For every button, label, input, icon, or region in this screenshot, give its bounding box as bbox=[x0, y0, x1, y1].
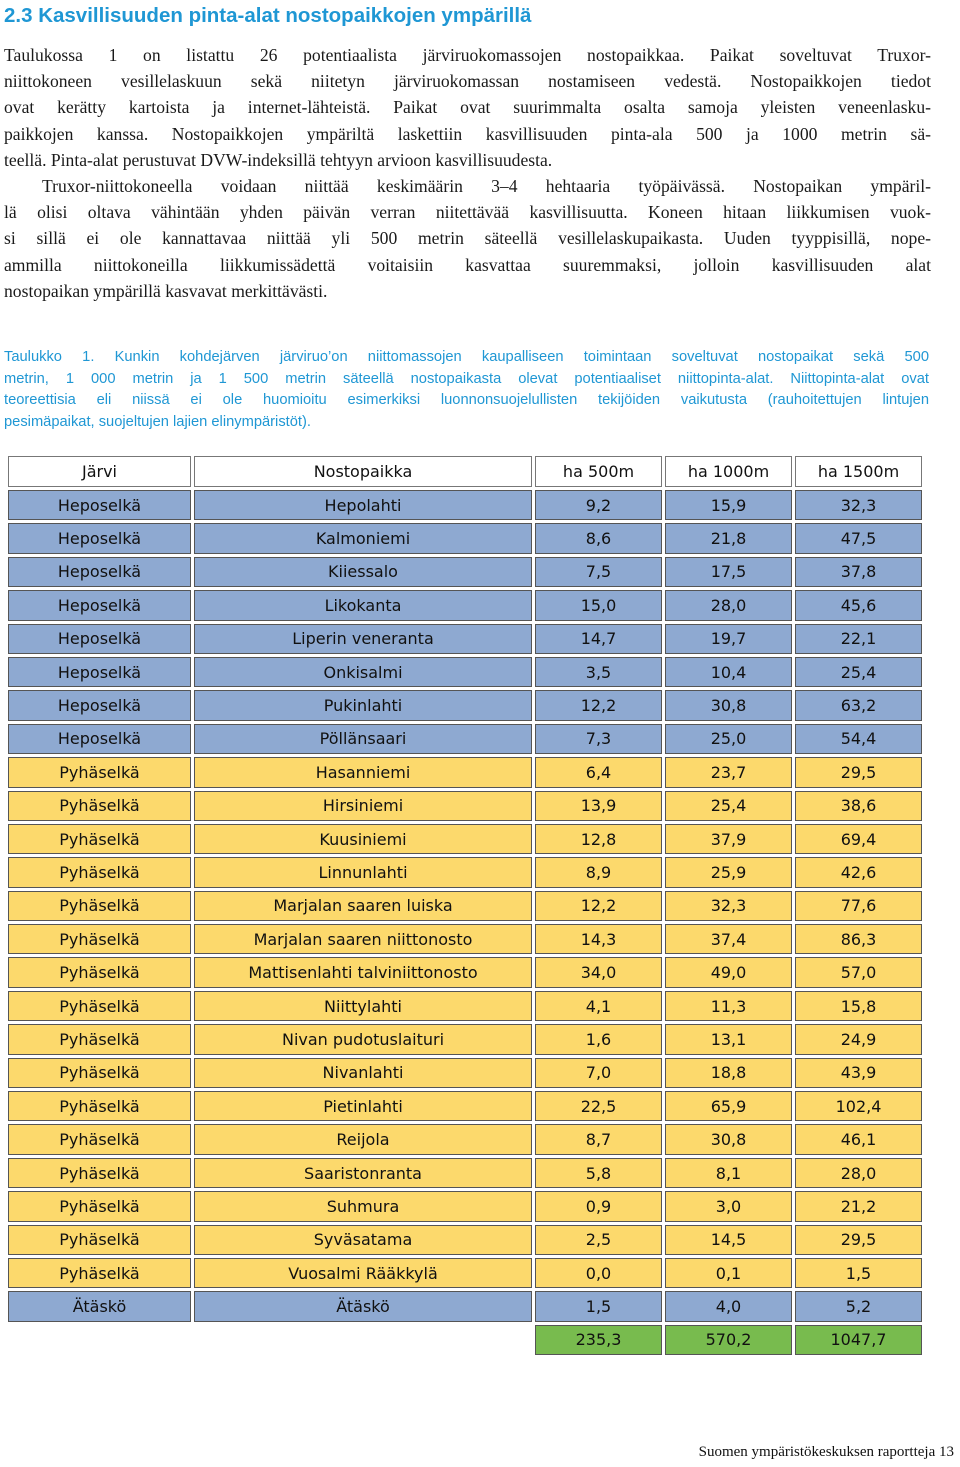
table-cell: Pyhäselkä bbox=[8, 1258, 191, 1288]
table-cell: 29,5 bbox=[795, 757, 922, 787]
table-cell: 63,2 bbox=[795, 690, 922, 720]
table-cell: 14,7 bbox=[535, 624, 662, 654]
table-cell: 25,4 bbox=[665, 791, 792, 821]
total-cell: 1047,7 bbox=[795, 1325, 922, 1355]
table-cell: 77,6 bbox=[795, 891, 922, 921]
table-cell: 15,8 bbox=[795, 991, 922, 1021]
body-line: ammilla niittokoneilla liikkumissädettä voitaisiin kasvattaa suuremmaksi, jolloin kasvillisuuden alat bbox=[4, 254, 931, 275]
column-header: Järvi bbox=[8, 456, 191, 487]
table-cell: 47,5 bbox=[795, 523, 922, 553]
table-cell: 32,3 bbox=[795, 490, 922, 520]
table-cell: 34,0 bbox=[535, 957, 662, 987]
table-cell: Pyhäselkä bbox=[8, 924, 191, 954]
table-cell: Suhmura bbox=[194, 1191, 532, 1221]
table-cell: 3,5 bbox=[535, 657, 662, 687]
table-cell: 0,0 bbox=[535, 1258, 662, 1288]
table-cell: Hirsiniemi bbox=[194, 791, 532, 821]
table-cell: Heposelkä bbox=[8, 624, 191, 654]
table-cell: 18,8 bbox=[665, 1058, 792, 1088]
table-cell: Pyhäselkä bbox=[8, 757, 191, 787]
table-cell: 6,4 bbox=[535, 757, 662, 787]
column-header: ha 1000m bbox=[665, 456, 792, 487]
table-row bbox=[8, 557, 922, 587]
table-cell: Pöllänsaari bbox=[194, 724, 532, 754]
table-cell: 17,5 bbox=[665, 557, 792, 587]
table-cell: 23,7 bbox=[665, 757, 792, 787]
table-row bbox=[8, 1058, 922, 1088]
table-cell: Pyhäselkä bbox=[8, 857, 191, 887]
body-line: ovat kerätty kartoista ja internet-lähteistä. Paikat ovat suurimmalta osalta samoja yleisten veneenlasku- bbox=[4, 97, 931, 118]
column-header: ha 500m bbox=[535, 456, 662, 487]
table-header-row bbox=[8, 456, 922, 487]
table-cell: Linnunlahti bbox=[194, 857, 532, 887]
body-line: niittokoneen vesillelaskuun sekä niitetyn järviruokomassan nostamiseen vedestä. Nostopaikkojen tiedot bbox=[4, 71, 931, 92]
table-cell: 69,4 bbox=[795, 824, 922, 854]
table-cell: 45,6 bbox=[795, 590, 922, 620]
table-cell: Heposelkä bbox=[8, 657, 191, 687]
table-cell: Heposelkä bbox=[8, 523, 191, 553]
table-cell: 12,8 bbox=[535, 824, 662, 854]
table-row bbox=[8, 1258, 922, 1288]
table-cell: Nivanlahti bbox=[194, 1058, 532, 1088]
table-cell: 21,2 bbox=[795, 1191, 922, 1221]
table-row bbox=[8, 490, 922, 520]
table-cell: 65,9 bbox=[665, 1091, 792, 1121]
table-cell: Pyhäselkä bbox=[8, 1124, 191, 1154]
body-line: si sillä ei ole kannattavaa niittää yli 500 metrin säteellä vesillelaskupaikasta. Uuden tyyppisillä, nope- bbox=[4, 228, 931, 249]
total-cell: 235,3 bbox=[535, 1325, 662, 1355]
table-cell: 14,3 bbox=[535, 924, 662, 954]
table-cell: 11,3 bbox=[665, 991, 792, 1021]
table-cell: 1,6 bbox=[535, 1024, 662, 1054]
table-cell: 37,8 bbox=[795, 557, 922, 587]
table-row bbox=[8, 624, 922, 654]
table-cell: 25,4 bbox=[795, 657, 922, 687]
table-cell: Marjalan saaren luiska bbox=[194, 891, 532, 921]
table-cell: Marjalan saaren niittonosto bbox=[194, 924, 532, 954]
body-line: Truxor-niittokoneella voidaan niittää keskimäärin 3–4 hehtaaria työpäivässä. Nostopaikan ympäril- bbox=[42, 176, 931, 197]
caption-line: metrin, 1 000 metrin ja 1 500 metrin säteellä nostopaikasta olevat potentiaaliset niittopinta-alat. Niittopinta-alat ovat bbox=[4, 370, 929, 387]
table-cell: 38,6 bbox=[795, 791, 922, 821]
table-cell: 32,3 bbox=[665, 891, 792, 921]
table-cell: 15,9 bbox=[665, 490, 792, 520]
table-cell: Saaristonranta bbox=[194, 1158, 532, 1188]
table-row bbox=[8, 1225, 922, 1255]
table-row bbox=[8, 824, 922, 854]
table-cell: 30,8 bbox=[665, 1124, 792, 1154]
empty-cell bbox=[194, 1325, 532, 1355]
table-row bbox=[8, 991, 922, 1021]
table-cell: Ätäskö bbox=[8, 1291, 191, 1321]
table-cell: 5,8 bbox=[535, 1158, 662, 1188]
table-cell: 13,9 bbox=[535, 791, 662, 821]
table-row bbox=[8, 857, 922, 887]
body-line: nostopaikan ympärillä kasvavat merkittävästi. bbox=[4, 280, 328, 301]
table-row bbox=[8, 1291, 922, 1321]
table-cell: 2,5 bbox=[535, 1225, 662, 1255]
table-row bbox=[8, 957, 922, 987]
table-cell: 8,9 bbox=[535, 857, 662, 887]
table-cell: 28,0 bbox=[665, 590, 792, 620]
table-cell: Pyhäselkä bbox=[8, 1191, 191, 1221]
column-header: Nostopaikka bbox=[194, 456, 532, 487]
table-cell: Liperin veneranta bbox=[194, 624, 532, 654]
table-cell: Ätäskö bbox=[194, 1291, 532, 1321]
table-cell: Vuosalmi Rääkkylä bbox=[194, 1258, 532, 1288]
table-row bbox=[8, 690, 922, 720]
table-row bbox=[8, 1024, 922, 1054]
totals-row bbox=[8, 1325, 922, 1355]
table-cell: Heposelkä bbox=[8, 690, 191, 720]
table-row bbox=[8, 924, 922, 954]
table-cell: Pyhäselkä bbox=[8, 1024, 191, 1054]
table-cell: Heposelkä bbox=[8, 557, 191, 587]
table-cell: 7,5 bbox=[535, 557, 662, 587]
table-cell: 8,7 bbox=[535, 1124, 662, 1154]
table-cell: Pyhäselkä bbox=[8, 791, 191, 821]
table-cell: 25,9 bbox=[665, 857, 792, 887]
table-cell: 86,3 bbox=[795, 924, 922, 954]
body-line: paikkojen kanssa. Nostopaikkojen ympäriltä laskettiin kasvillisuuden pinta-ala 500 ja 1000 metrin sä- bbox=[4, 123, 931, 144]
table-cell: 7,3 bbox=[535, 724, 662, 754]
table-cell: 1,5 bbox=[795, 1258, 922, 1288]
table-cell: Pukinlahti bbox=[194, 690, 532, 720]
section-heading: 2.3 Kasvillisuuden pinta-alat nostopaikkojen ympärillä bbox=[4, 4, 532, 27]
column-header: ha 1500m bbox=[795, 456, 922, 487]
table-cell: Heposelkä bbox=[8, 590, 191, 620]
table-cell: 15,0 bbox=[535, 590, 662, 620]
table-caption bbox=[4, 347, 929, 433]
table-cell: Pyhäselkä bbox=[8, 891, 191, 921]
table-cell: Syväsatama bbox=[194, 1225, 532, 1255]
table-cell: 5,2 bbox=[795, 1291, 922, 1321]
page-footer: Suomen ympäristökeskuksen raportteja 13 bbox=[698, 1444, 954, 1460]
table-row bbox=[8, 1158, 922, 1188]
table-cell: 42,6 bbox=[795, 857, 922, 887]
table-row bbox=[8, 657, 922, 687]
table-cell: 14,5 bbox=[665, 1225, 792, 1255]
table-cell: Hasanniemi bbox=[194, 757, 532, 787]
body-line: lä olisi oltava vähintään yhden päivän verran niitettävää kasvillisuutta. Koneen hitaan liikkumisen vuok- bbox=[4, 202, 931, 223]
table-cell: Pyhäselkä bbox=[8, 957, 191, 987]
table-cell: 28,0 bbox=[795, 1158, 922, 1188]
table-cell: Pyhäselkä bbox=[8, 1091, 191, 1121]
table-cell: 1,5 bbox=[535, 1291, 662, 1321]
table-row bbox=[8, 590, 922, 620]
table-cell: Kalmoniemi bbox=[194, 523, 532, 553]
body-paragraphs bbox=[4, 42, 931, 304]
table-cell: 8,6 bbox=[535, 523, 662, 553]
table-cell: 49,0 bbox=[665, 957, 792, 987]
table-cell: 54,4 bbox=[795, 724, 922, 754]
table-row bbox=[8, 1191, 922, 1221]
table-cell: Pyhäselkä bbox=[8, 824, 191, 854]
table-cell: 25,0 bbox=[665, 724, 792, 754]
table-cell: Pyhäselkä bbox=[8, 1225, 191, 1255]
table-cell: Reijola bbox=[194, 1124, 532, 1154]
body-line: Taulukossa 1 on listattu 26 potentiaalista järviruokomassojen nostopaikkaa. Paikat soveltuvat Truxor- bbox=[4, 45, 931, 65]
table-cell: 19,7 bbox=[665, 624, 792, 654]
table-cell: Kiiessalo bbox=[194, 557, 532, 587]
table-cell: 4,1 bbox=[535, 991, 662, 1021]
table-cell: 13,1 bbox=[665, 1024, 792, 1054]
table-row bbox=[8, 523, 922, 553]
table-cell: Niittylahti bbox=[194, 991, 532, 1021]
table-cell: 22,1 bbox=[795, 624, 922, 654]
table-cell: 102,4 bbox=[795, 1091, 922, 1121]
table-row bbox=[8, 1124, 922, 1154]
table-cell: 22,5 bbox=[535, 1091, 662, 1121]
table-cell: Hepolahti bbox=[194, 490, 532, 520]
table-cell: 43,9 bbox=[795, 1058, 922, 1088]
table-row bbox=[8, 757, 922, 787]
table-cell: Likokanta bbox=[194, 590, 532, 620]
table-cell: 7,0 bbox=[535, 1058, 662, 1088]
vegetation-area-table bbox=[5, 453, 925, 1358]
table-cell: Kuusiniemi bbox=[194, 824, 532, 854]
table-cell: Pyhäselkä bbox=[8, 1058, 191, 1088]
table-cell: 29,5 bbox=[795, 1225, 922, 1255]
table-cell: 57,0 bbox=[795, 957, 922, 987]
table-cell: 10,4 bbox=[665, 657, 792, 687]
table-row bbox=[8, 1091, 922, 1121]
table-row bbox=[8, 791, 922, 821]
total-cell: 570,2 bbox=[665, 1325, 792, 1355]
table-cell: Onkisalmi bbox=[194, 657, 532, 687]
body-line: teellä. Pinta-alat perustuvat DVW-indeksillä tehtyyn arvioon kasvillisuudesta. bbox=[4, 149, 553, 170]
table-cell: Heposelkä bbox=[8, 490, 191, 520]
table-cell: 9,2 bbox=[535, 490, 662, 520]
caption-line: Taulukko 1. Kunkin kohdejärven järviruo’on niittomassojen kaupalliseen toimintaan soveltuvat nostopaikat sekä 500 bbox=[4, 349, 929, 365]
table-cell: 21,8 bbox=[665, 523, 792, 553]
table-cell: Heposelkä bbox=[8, 724, 191, 754]
caption-line: teoreettisia eli niissä ei ole huomioitu esimerkiksi luonnonsuojelullisten tekijöiden vaikutusta (rauhoitettujen lintujen bbox=[4, 392, 929, 409]
table-cell: Pyhäselkä bbox=[8, 991, 191, 1021]
table-cell: 37,9 bbox=[665, 824, 792, 854]
table-cell: 0,1 bbox=[665, 1258, 792, 1288]
table-cell: Mattisenlahti talviniittonosto bbox=[194, 957, 532, 987]
table-cell: 8,1 bbox=[665, 1158, 792, 1188]
table-row bbox=[8, 724, 922, 754]
table-cell: 24,9 bbox=[795, 1024, 922, 1054]
table-cell: 37,4 bbox=[665, 924, 792, 954]
table-cell: Nivan pudotuslaituri bbox=[194, 1024, 532, 1054]
table-cell: 46,1 bbox=[795, 1124, 922, 1154]
table-cell: Pyhäselkä bbox=[8, 1158, 191, 1188]
table-row bbox=[8, 891, 922, 921]
table-cell: Pietinlahti bbox=[194, 1091, 532, 1121]
empty-cell bbox=[8, 1325, 191, 1355]
table-cell: 12,2 bbox=[535, 891, 662, 921]
table-cell: 3,0 bbox=[665, 1191, 792, 1221]
table-cell: 12,2 bbox=[535, 690, 662, 720]
table-cell: 4,0 bbox=[665, 1291, 792, 1321]
table-cell: 0,9 bbox=[535, 1191, 662, 1221]
caption-line: pesimäpaikat, suojeltujen lajien elinympäristöt). bbox=[4, 413, 311, 430]
table-cell: 30,8 bbox=[665, 690, 792, 720]
